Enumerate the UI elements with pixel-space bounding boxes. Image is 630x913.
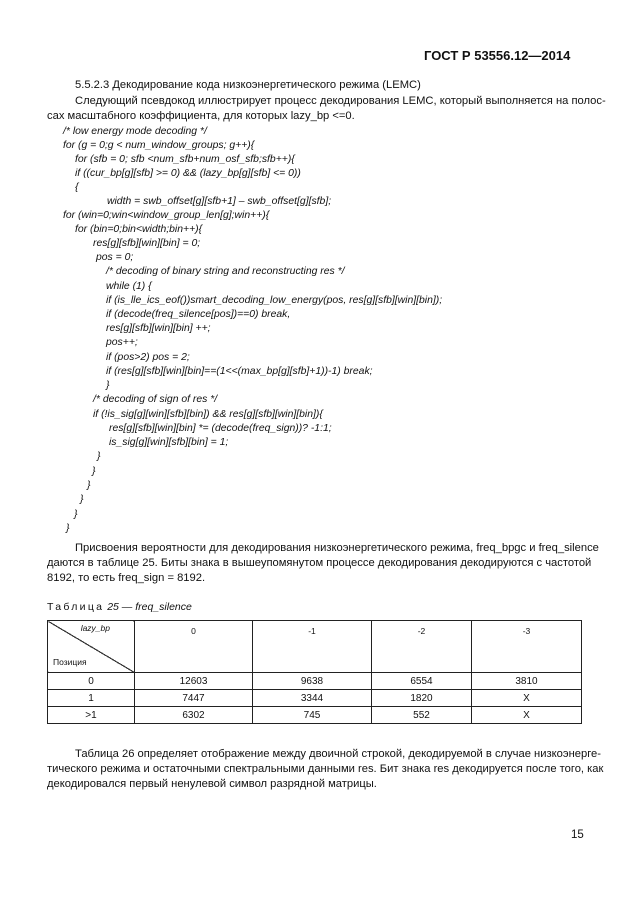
table-cell: X [472, 690, 582, 707]
code-line: } [74, 509, 78, 520]
table-cell: 12603 [135, 673, 253, 690]
table-caption-title: 25 — freq_silence [107, 601, 192, 613]
code-line: width = swb_offset[g][sfb+1] – swb_offset[g][sfb]; [107, 196, 332, 207]
intro-line-2: сах масштабного коэффициента, для которых lazy_bp <=0. [47, 110, 355, 122]
column-header: -3 [472, 621, 582, 673]
code-line: if (!is_sig[g][win][sfb][bin]) && res[g][sfb][win][bin]){ [93, 409, 323, 420]
code-line: } [92, 466, 96, 477]
code-line: for (win=0;win<window_group_len[g];win++){ [63, 210, 270, 221]
table-caption-label: Таблица [47, 601, 105, 613]
code-line: /* decoding of binary string and reconstructing res */ [106, 266, 345, 277]
row-label: 1 [48, 690, 135, 707]
code-line: for (bin=0;bin<width;bin++){ [75, 224, 203, 235]
table-corner-cell [48, 621, 135, 673]
table-caption [47, 601, 192, 613]
corner-column-label: lazy_bp [80, 623, 110, 633]
closing-line-3: декодировался первый ненулевой символ разрядной матрицы. [47, 778, 377, 790]
code-line: } [106, 380, 110, 391]
row-label: >1 [48, 707, 135, 724]
row-label: 0 [48, 673, 135, 690]
code-line: if (is_lle_ics_eof())smart_decoding_low_energy(pos, res[g][sfb][win][bin]); [106, 295, 443, 306]
table-cell: 9638 [253, 673, 372, 690]
code-line: while (1) { [106, 281, 152, 292]
column-header: 0 [135, 621, 253, 673]
table-row [48, 673, 582, 690]
code-line: is_sig[g][win][sfb][bin] = 1; [109, 437, 229, 448]
assignment-line-2: даются в таблице 25. Биты знака в вышеупомянутом процессе декодирования декодируются с частотой [47, 557, 592, 569]
table-cell: X [472, 707, 582, 724]
table-cell: 745 [253, 707, 372, 724]
section-title: 5.5.2.3 Декодирование кода низкоэнергетического режима (LEMC) [75, 79, 421, 91]
table-row [48, 690, 582, 707]
standard-header: ГОСТ Р 53556.12—2014 [424, 48, 571, 63]
assignment-line-1: Присвоения вероятности для декодирования низкоэнергетического режима, freq_bpgc и freq_silence [75, 542, 599, 554]
assignment-line-3: 8192, то есть freq_sign = 8192. [47, 572, 206, 584]
page-number: 15 [571, 829, 584, 841]
code-line: /* decoding of sign of res */ [93, 394, 218, 405]
corner-row-label: Позиция [53, 657, 87, 667]
code-line: { [75, 182, 79, 193]
code-line: res[g][sfb][win][bin] *= (decode(freq_sign))? -1:1; [109, 423, 332, 434]
code-line: for (g = 0;g < num_window_groups; g++){ [63, 140, 255, 151]
intro-line-1: Следующий псевдокод иллюстрирует процесс декодирования LEMC, который выполняется на полос- [75, 95, 606, 107]
table-cell: 7447 [135, 690, 253, 707]
table-cell: 3344 [253, 690, 372, 707]
code-line: pos++; [106, 337, 138, 348]
code-line: res[g][sfb][win][bin] ++; [106, 323, 211, 334]
column-header: -1 [253, 621, 372, 673]
code-line: if (res[g][sfb][win][bin]==(1<<(max_bp[g][sfb]+1))-1) break; [106, 366, 373, 377]
table-cell: 6554 [372, 673, 472, 690]
code-line: } [97, 451, 101, 462]
table-cell: 1820 [372, 690, 472, 707]
code-line: if (decode(freq_silence[pos])==0) break, [106, 309, 291, 320]
code-line: if ((cur_bp[g][sfb] >= 0) && (lazy_bp[g][sfb] <= 0)) [75, 168, 301, 179]
closing-line-2: тического режима и остаточными спектральными данными res. Бит знака res декодируется после того, как [47, 763, 604, 775]
table-cell: 3810 [472, 673, 582, 690]
closing-line-1: Таблица 26 определяет отображение между двоичной строкой, декодируемой в случае низкоэнерге- [75, 748, 601, 760]
table-row [48, 707, 582, 724]
column-header: -2 [372, 621, 472, 673]
table-header-row [48, 621, 582, 673]
code-line: } [87, 480, 91, 491]
code-line: /* low energy mode decoding */ [63, 126, 207, 137]
code-line: res[g][sfb][win][bin] = 0; [93, 238, 201, 249]
freq-silence-table [47, 620, 582, 724]
code-line: if (pos>2) pos = 2; [106, 352, 190, 363]
table-cell: 6302 [135, 707, 253, 724]
code-line: } [66, 523, 70, 534]
code-line: for (sfb = 0; sfb <num_sfb+num_osf_sfb;sfb++){ [75, 154, 295, 165]
table-cell: 552 [372, 707, 472, 724]
code-line: } [80, 494, 84, 505]
code-line: pos = 0; [96, 252, 134, 263]
